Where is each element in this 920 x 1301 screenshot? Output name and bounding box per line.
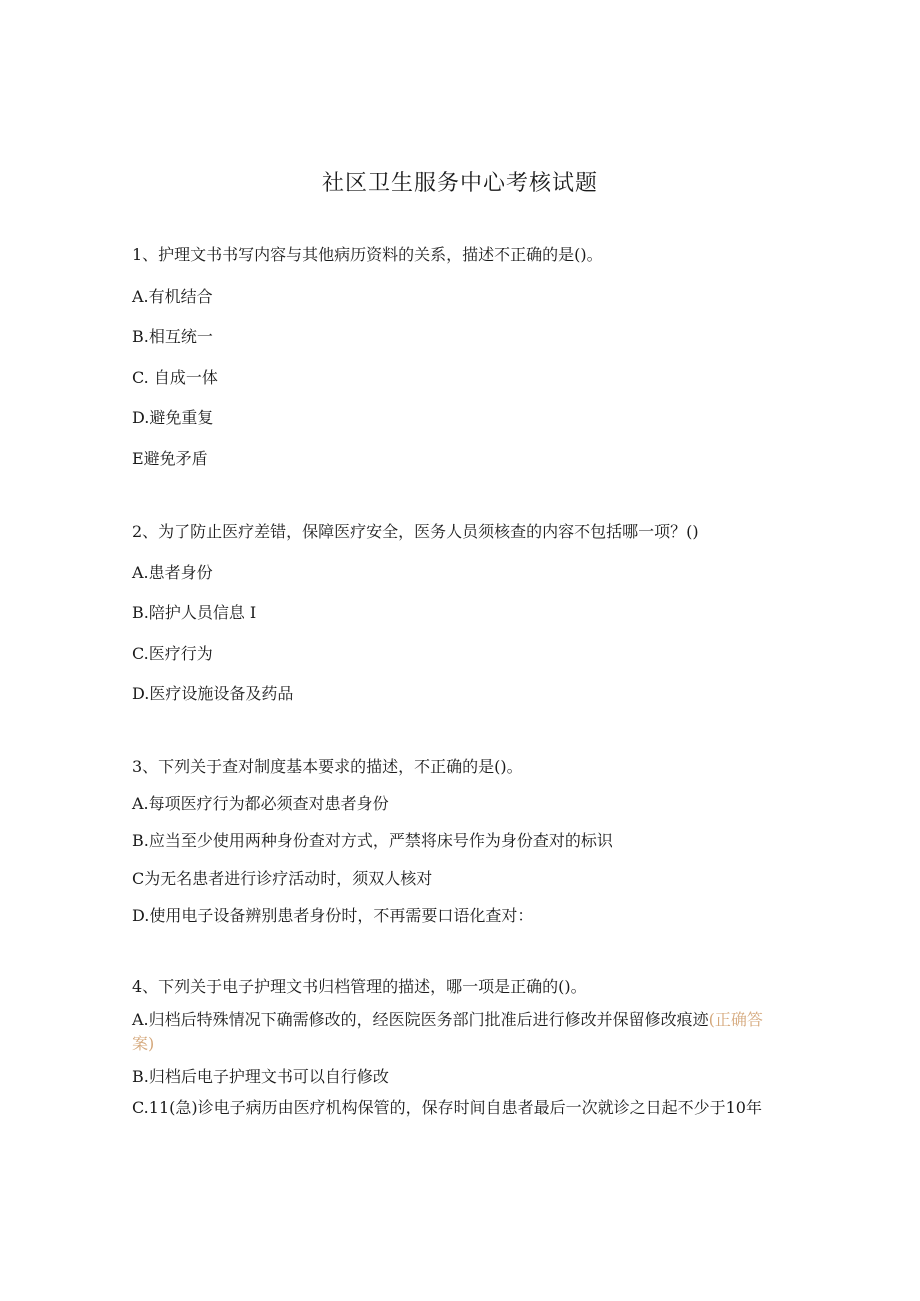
question-3-option-d: D.使用电子设备辨别患者身份时，不再需要口语化查对： (132, 906, 534, 925)
question-1-option-a: A.有机结合 (132, 287, 213, 306)
question-4-option-b: B.归档后电子护理文书可以自行修改 (132, 1067, 389, 1086)
question-2-stem: 2、为了防止医疗差错，保障医疗安全，医务人员须核查的内容不包括哪一项？() (132, 522, 699, 541)
question-1-option-e: E避免矛盾 (132, 449, 208, 468)
question-2-option-b: B.陪护人员信息 I (132, 603, 257, 622)
question-1-option-c: C. 自成一体 (132, 368, 218, 387)
question-1-stem: 1、护理文书书写内容与其他病历资料的关系，描述不正确的是()。 (132, 245, 603, 264)
question-1-option-b: B.相互统一 (132, 327, 213, 346)
question-3-stem: 3、下列关于查对制度基本要求的描述，不正确的是()。 (132, 757, 523, 776)
question-2-option-d: D.医疗设施设备及药品 (132, 684, 294, 703)
question-2-option-a: A.患者身份 (132, 563, 213, 582)
question-4-stem: 4、下列关于电子护理文书归档管理的描述，哪一项是正确的()。 (132, 977, 587, 996)
question-4-option-a (132, 1008, 774, 1056)
question-4-option-a-text: A.归档后特殊情况下确需修改的，经医院医务部门批准后进行修改并保留修改痕迹 (132, 1010, 709, 1029)
question-2-option-c: C.医疗行为 (132, 644, 213, 663)
question-4-option-c: C.11(急)诊电子病历由医疗机构保管的，保存时间自患者最后一次就诊之日起不少于10年 (132, 1098, 762, 1117)
question-1-option-d: D.避免重复 (132, 408, 214, 427)
question-3-option-c: C为无名患者进行诊疗活动时，须双人核对 (132, 869, 433, 888)
page-title: 社区卫生服务中心考核试题 (321, 171, 598, 196)
question-3-option-a: A.每项医疗行为都必须查对患者身份 (132, 794, 389, 813)
question-3-option-b: B.应当至少使用两种身份查对方式，严禁将床号作为身份查对的标识 (132, 831, 613, 850)
correct-answer-note: (正确答案) (132, 1010, 763, 1053)
